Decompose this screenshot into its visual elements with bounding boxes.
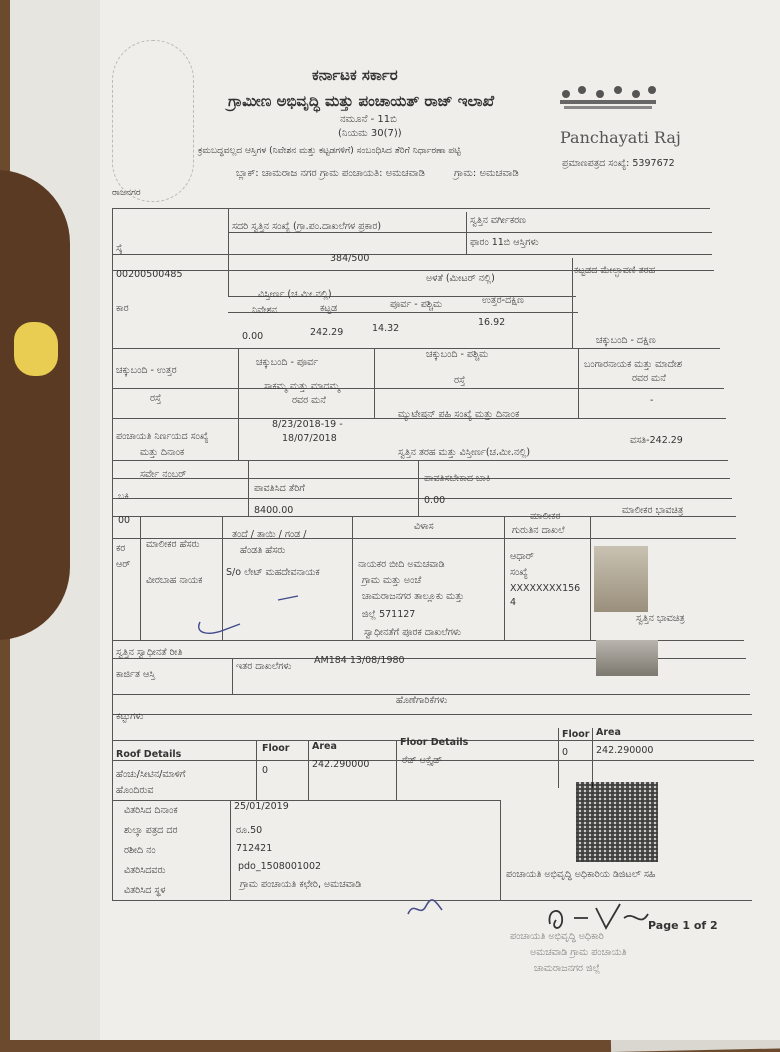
pen-scribble	[190, 592, 310, 638]
aadhaar-number-tail: 4	[510, 597, 517, 608]
owner-photo-header: ಮಾಲೀಕರ ಭಾವಚಿತ್ರ	[622, 505, 684, 516]
resolution-label-1: ಪಂಚಾಯತಿ ನಿರ್ಣಯದ ಸಂಖ್ಯೆ	[116, 431, 209, 442]
cell-r3-c0: ಕಾರ	[116, 303, 129, 314]
boundary-east-label: ಚಕ್ಕುಬಂದಿ - ಪೂರ್ವ	[256, 357, 319, 368]
roof-area-value: 242.290000	[312, 759, 370, 770]
aadhaar-number: XXXXXXXX156	[510, 583, 581, 594]
place: ಗ್ರಾಮ ಪಂಚಾಯತಿ ಕಛೇರಿ, ಅಮಚವಾಡಿ	[240, 879, 362, 890]
stamp-line-1: ಪಂಚಾಯತಿ ಅಭಿವೃದ್ಧಿ ಅಧಿಕಾರಿ	[510, 931, 604, 942]
property-type-label: ಸ್ವತ್ತಿನ ತರಹ ಮತ್ತು ವಿಸ್ತೀರ್ಣ(ಚ.ಮೀ.ನಲ್ಲಿ)	[398, 447, 531, 458]
balance-value: 0.00	[424, 495, 446, 506]
qr-code	[576, 782, 658, 862]
cell-r1-c1: ಸದರಿ ಸ್ವತ್ತಿನ ಸಂಖ್ಯೆ (ಗ್ರಾ.ಪಂ.ದಾಖಲೆಗಳ ಪ್ರಕಾರ)	[232, 221, 382, 232]
site-area: 0.00	[242, 331, 264, 342]
owner-relation: S/o ಲೇಟ್ ಮಹದೇವನಾಯಕ	[226, 567, 320, 578]
roof-type-header: ಕಟ್ಟಡದ ಮೇಲ್ಛಾವಣಿ ತರಹ	[574, 265, 656, 276]
owner-photo	[594, 546, 648, 612]
mutation-label: ಮ್ಯುಟೇಷನ್ ಪಹಿ ಸಂಖ್ಯೆ ಮತ್ತು ದಿನಾಂಕ	[398, 409, 520, 420]
property-type-value: ವಸತಿ-242.29	[630, 435, 683, 446]
roof-floor-value: 0	[262, 765, 269, 776]
buildings-label: ಕಟ್ಟುಗಳು	[116, 711, 144, 722]
roof-type-1: ಹೆಂಚು/ಸೀಟಿನ/ಮಾಳಿಗೆ	[116, 769, 186, 780]
other-docs-label: ಇತರ ದಾಖಲೆಗಳು	[236, 661, 292, 672]
receipt-label: ರಶೀದಿ ನಂ	[124, 845, 156, 856]
address-header: ವಿಳಾಸ	[414, 521, 434, 532]
east-west-label: ಪೂರ್ವ - ಪಶ್ಚಿಮ	[390, 299, 442, 310]
cell-r12-a2: ಆರ್	[116, 559, 131, 570]
building-area: 242.29	[310, 327, 344, 338]
boundary-north-label: ಚಕ್ಕುಬಂದಿ - ಉತ್ತರ	[116, 365, 177, 376]
boundary-north: ರಸ್ತೆ	[150, 393, 162, 404]
department-title: ಗ್ರಾಮೀಣ ಅಭಿವೃದ್ಧಿ ಮತ್ತು ಪಂಚಾಯತ್ ರಾಜ್ ಇಲಾಖೆ	[228, 92, 495, 110]
form-subtitle: ಕ್ರಮಬದ್ಧವಲ್ಲದ ಆಸ್ತಿಗಳ (ನಿವೇಶನ ಮತ್ತು ಕಟ್ಟಡಗಳಿಗೆ) ಸಂಬಂಧಿಸಿದ ತೆರಿಗೆ ನಿರ್ಧಾರಣಾ ಪಟ್ಟಿ	[198, 146, 461, 156]
emblem-seal	[112, 40, 194, 202]
north-south-value: 16.92	[478, 317, 506, 328]
property-classification: ಫಾರಂ 11ಬಿ ಆಸ್ತಿಗಳು	[470, 237, 539, 248]
stamp-line-2: ಅಮಚವಾಡಿ ಗ್ರಾಮ ಪಂಚಾಯತಿ	[530, 947, 627, 958]
tax-paid-value: 8400.00	[254, 505, 294, 516]
east-west-value: 14.32	[372, 323, 400, 334]
floor-type-value: ರೆಡ್ ಆಕ್ಸೈಡ್	[402, 755, 443, 766]
government-title: ಕರ್ನಾಟಕ ಸರ್ಕಾರ	[312, 66, 398, 84]
form-number: ನಮೂನೆ - 11ಬಿ	[340, 114, 397, 125]
stamp-line-3: ಚಾಮರಾಜನಗರ ಜಿಲ್ಲೆ	[534, 963, 601, 974]
left-fragment: ರಾಜನಗರ	[112, 188, 141, 198]
issue-date-label: ವಿತರಿಸಿದ ದಿನಾಂಕ	[124, 805, 178, 816]
issue-date: 25/01/2019	[234, 801, 289, 812]
property-photo	[596, 640, 658, 676]
resolution-value-2: 18/07/2018	[282, 433, 337, 444]
aadhaar-label-1: ಆಧಾರ್	[510, 551, 534, 562]
floor-area-value: 242.290000	[596, 745, 654, 756]
tax-paid-label: ಪಾವತಿಸಿದ ತೆರಿಗೆ	[254, 483, 305, 494]
digital-signature-label: ಪಂಚಾಯತಿ ಅಭಿವೃದ್ಧಿ ಅಧಿಕಾರಿಯ ಡಿಜಿಟಲ್ ಸಹಿ	[506, 869, 656, 880]
issuer: pdo_1508001002	[238, 861, 322, 872]
issuer-label: ವಿತರಿಸಿದವರು	[124, 865, 166, 876]
document-page	[100, 0, 780, 1040]
survey-number-label: ಸರ್ವೇ ನಂಬರ್	[140, 469, 187, 480]
village: ಗ್ರಾಮ: ಅಮಚವಾಡಿ	[454, 168, 519, 179]
rule-number: (ನಿಯಮ 30(7))	[338, 128, 402, 139]
aadhaar-label-2: ಸಂಖ್ಯೆ	[510, 567, 528, 578]
balance-label: ಪಾವತಿಸಬೇಕಾದ ಬಾಕಿ	[424, 473, 491, 484]
cell-r11-a: 00	[118, 515, 131, 526]
roof-floor-label: Floor	[262, 743, 290, 754]
floor-floor-value: 0	[562, 747, 569, 758]
possession-docs-label: ಸ್ವಾಧೀನತೆಗೆ ಪೂರಕ ದಾಖಲೆಗಳು	[364, 627, 462, 638]
cell-r12-a1: ಕರ	[116, 543, 126, 554]
measure-header: ಅಳತೆ (ಮೀಟರ್ ನಲ್ಲಿ)	[426, 273, 495, 284]
handwritten-initials	[406, 896, 446, 922]
floor-area-label: Area	[596, 727, 621, 738]
boundary-east-line2: ರವರ ಮನೆ	[292, 395, 326, 406]
boundary-west: ರಸ್ತೆ	[454, 375, 466, 386]
boundary-south-line1: ಬಂಗಾರನಾಯಕ ಮತ್ತು ಮಾದೇಶ	[584, 359, 683, 370]
boundary-east-line1: ಸಾಕಮ್ಮ ಮತ್ತು ಮಾದಮ್ಮ	[264, 381, 340, 392]
owner-id-header-1: ಮಾಲೀಕರ	[530, 511, 561, 522]
relation-header-2: ಹೆಂಡತಿ ಹೆಸರು	[240, 545, 286, 556]
boundary-west-label: ಚಕ್ಕುಬಂದಿ - ಪಶ್ಚಿಮ	[426, 349, 489, 360]
possession-value: ಕಾರ್ಜಿತ ಆಸ್ತಿ	[116, 669, 156, 680]
finger	[0, 170, 70, 640]
area-header: ವಿಸ್ತೀರ್ಣ (ಚ.ಮೀ.ನಲ್ಲಿ)	[258, 289, 332, 300]
owner-id-header-2: ಗುರುತಿನ ದಾಖಲೆ	[512, 525, 565, 536]
north-south-label: ಉತ್ತರ-ದಕ್ಷಿಣ	[482, 295, 524, 306]
owner-address-4: ಜಿಲ್ಲೆ 571127	[362, 609, 416, 620]
roof-details-label: Roof Details	[116, 749, 182, 760]
owner-name: ವೀರಬಾಹ ನಾಯಕ	[146, 575, 203, 586]
logo-text: Panchayati Raj	[560, 128, 681, 147]
relation-header-1: ತಂದೆ / ತಾಯಿ / ಗಂಡ /	[232, 529, 307, 540]
cell-r10-a: ಬಕಿ	[118, 491, 129, 502]
resolution-value-1: 8/23/2018-19 -	[272, 419, 343, 430]
page-number: Page 1 of 2	[648, 919, 718, 932]
site-label: ನಿವೇಶನ	[252, 305, 277, 316]
cell-r1-c2: ಸ್ವತ್ತಿನ ವರ್ಗೀಕರಣ	[470, 215, 526, 226]
place-label: ವಿತರಿಸಿದ ಸ್ಥಳ	[124, 885, 166, 896]
block-panchayat: ಬ್ಲಾಕ್: ಚಾಮರಾಜ ನಗರ ಗ್ರಾಮ ಪಂಚಾಯತಿ: ಅಮಚವಾಡಿ	[236, 168, 425, 179]
receipt-number: 712421	[236, 843, 273, 854]
certificate-number: ಪ್ರಮಾಣಪತ್ರದ ಸಂಖ್ಯೆ: 5397672	[562, 158, 675, 169]
fingernail	[14, 322, 58, 376]
building-label: ಕಟ್ಟಡ	[320, 303, 338, 314]
owner-address-2: ಗ್ರಾಮ ಮತ್ತು ಅಂಚೆ	[362, 575, 422, 586]
roof-type-2: ಹೊಂದಿರುವ	[116, 785, 154, 796]
cell-r1-c0: ಸ್ಕೆ	[116, 243, 123, 254]
boundary-south-label: ಚಕ್ಕುಬಂದಿ - ದಕ್ಷಿಣ	[596, 335, 656, 346]
fee-label: ಶುಲ್ಕಾ ಪತ್ರದ ದರ	[124, 825, 178, 836]
property-number: 384/500	[330, 253, 370, 264]
owner-address-3: ಚಾಮರಾಜನಗರ ತಾಲ್ಲೂಕು ಮತ್ತು	[362, 591, 465, 602]
roof-area-label: Area	[312, 741, 337, 752]
property-code: 00200500485	[116, 269, 183, 280]
liabilities-label: ಹೊಣೆಗಾರಿಕೆಗಳು	[396, 695, 448, 706]
property-photo-label: ಸ್ವತ್ತಿನ ಭಾವಚಿತ್ರ	[636, 613, 685, 624]
panchayati-raj-logo	[556, 84, 660, 124]
floor-floor-label: Floor	[562, 729, 590, 740]
floor-details-label: Floor Details	[400, 737, 469, 748]
possession-label: ಸ್ವತ್ತಿನ ಸ್ವಾಧೀನತೆ ರೀತಿ	[116, 647, 183, 658]
resolution-label-2: ಮತ್ತು ದಿನಾಂಕ	[140, 447, 185, 458]
boundary-dash: -	[650, 395, 654, 406]
other-docs-value: AM184 13/08/1980	[314, 655, 405, 666]
boundary-south-line2: ರವರ ಮನೆ	[632, 373, 666, 384]
owner-address-1: ನಾಯಕರ ಬೀದಿ ಅಮಚವಾಡಿ	[358, 559, 445, 570]
fee: ರೂ.50	[236, 825, 263, 836]
owner-name-header: ಮಾಲೀಕರ ಹೆಸರು	[146, 539, 200, 550]
